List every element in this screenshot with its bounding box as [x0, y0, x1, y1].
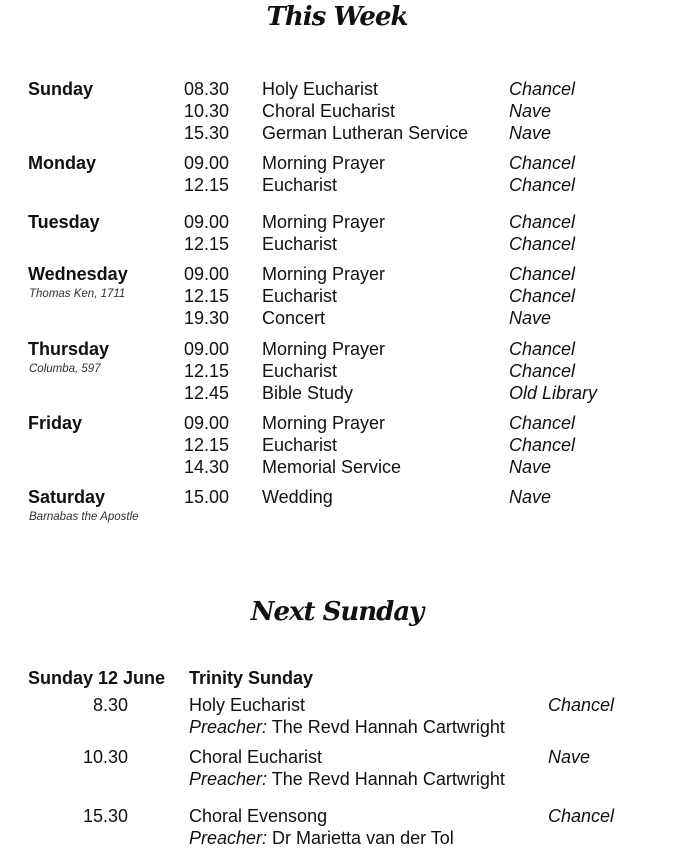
service-name: Eucharist — [262, 361, 338, 382]
next-service-name: Choral Eucharist — [189, 747, 323, 767]
service-time: 19.30 — [184, 308, 230, 329]
service-name: Holy Eucharist — [262, 79, 379, 99]
next-service-preacher — [189, 828, 454, 849]
service-location: Nave — [509, 101, 552, 122]
service-time: 10.30 — [184, 101, 230, 122]
service-location: Chancel — [509, 234, 576, 255]
day-feast: Thomas Ken, 1711 — [29, 288, 126, 300]
service-time: 12.15 — [184, 175, 230, 196]
service-name: Morning Prayer — [262, 212, 386, 232]
service-time: 15.30 — [184, 123, 230, 144]
next-service-name: Holy Eucharist — [189, 695, 306, 715]
service-time: 09.00 — [184, 212, 230, 232]
service-name: Eucharist — [262, 175, 338, 196]
next-service-time: 8.30 — [92, 695, 128, 715]
service-name: Eucharist — [262, 234, 338, 255]
service-time: 09.00 — [184, 339, 230, 359]
service-name: Morning Prayer — [262, 413, 386, 433]
service-name: Memorial Service — [262, 457, 402, 478]
service-time: 12.45 — [184, 383, 230, 404]
service-name: German Lutheran Service — [262, 123, 469, 144]
day-name: Thursday — [28, 339, 110, 359]
day-feast: Columba, 597 — [29, 363, 101, 375]
service-name: Choral Eucharist — [262, 101, 396, 122]
service-time: 08.30 — [184, 79, 230, 99]
next-service-name: Choral Evensong — [189, 806, 328, 826]
day-name: Monday — [28, 153, 97, 173]
service-name: Eucharist — [262, 435, 338, 456]
preacher-name: Dr Marietta van der Tol — [267, 828, 454, 848]
service-location: Chancel — [509, 153, 576, 173]
service-time: 12.15 — [184, 361, 230, 382]
next-sunday-title: Next Sunday — [250, 597, 424, 627]
next-service-location: Chancel — [548, 806, 615, 826]
service-location: Nave — [509, 308, 552, 329]
next-service-time: 10.30 — [82, 747, 128, 767]
service-time: 09.00 — [184, 413, 230, 433]
service-time: 12.15 — [184, 435, 230, 456]
day-name: Friday — [28, 413, 83, 433]
service-name: Morning Prayer — [262, 153, 386, 173]
service-name: Concert — [262, 308, 326, 329]
service-location: Chancel — [509, 79, 576, 99]
service-location: Chancel — [509, 413, 576, 433]
preacher-label: Preacher: — [189, 717, 268, 737]
service-time: 12.15 — [184, 234, 230, 255]
service-time: 12.15 — [184, 286, 230, 307]
day-feast: Barnabas the Apostle — [29, 511, 139, 523]
day-name: Sunday — [28, 79, 94, 99]
preacher-name: The Revd Hannah Cartwright — [267, 769, 505, 789]
service-name: Eucharist — [262, 286, 338, 307]
next-service-location: Chancel — [548, 695, 615, 715]
service-location: Chancel — [509, 339, 576, 359]
next-service-time: 15.30 — [82, 806, 128, 826]
service-time: 15.00 — [184, 487, 230, 507]
day-name: Wednesday — [28, 264, 128, 284]
this-week-title: This Week — [266, 2, 408, 32]
service-location: Chancel — [509, 264, 576, 284]
service-name: Morning Prayer — [262, 339, 386, 359]
service-location: Old Library — [509, 383, 598, 404]
service-name: Morning Prayer — [262, 264, 386, 284]
next-sunday-date: Sunday 12 June — [28, 668, 166, 688]
service-location: Nave — [509, 123, 552, 144]
service-location: Chancel — [509, 361, 576, 382]
day-name: Saturday — [28, 487, 106, 507]
next-sunday-occasion: Trinity Sunday — [189, 668, 314, 688]
service-location: Nave — [509, 487, 552, 507]
preacher-label: Preacher: — [189, 769, 268, 789]
service-time: 14.30 — [184, 457, 230, 478]
service-location: Chancel — [509, 435, 576, 456]
service-location: Chancel — [509, 212, 576, 232]
day-name: Tuesday — [28, 212, 100, 232]
service-name: Bible Study — [262, 383, 354, 404]
next-service-preacher — [189, 717, 505, 738]
service-name: Wedding — [262, 487, 333, 507]
service-location: Nave — [509, 457, 552, 478]
preacher-label: Preacher: — [189, 828, 268, 848]
service-time: 09.00 — [184, 153, 230, 173]
service-time: 09.00 — [184, 264, 230, 284]
service-location: Chancel — [509, 286, 576, 307]
service-location: Chancel — [509, 175, 576, 196]
next-service-preacher — [189, 769, 505, 790]
preacher-name: The Revd Hannah Cartwright — [267, 717, 505, 737]
next-service-location: Nave — [548, 747, 591, 767]
